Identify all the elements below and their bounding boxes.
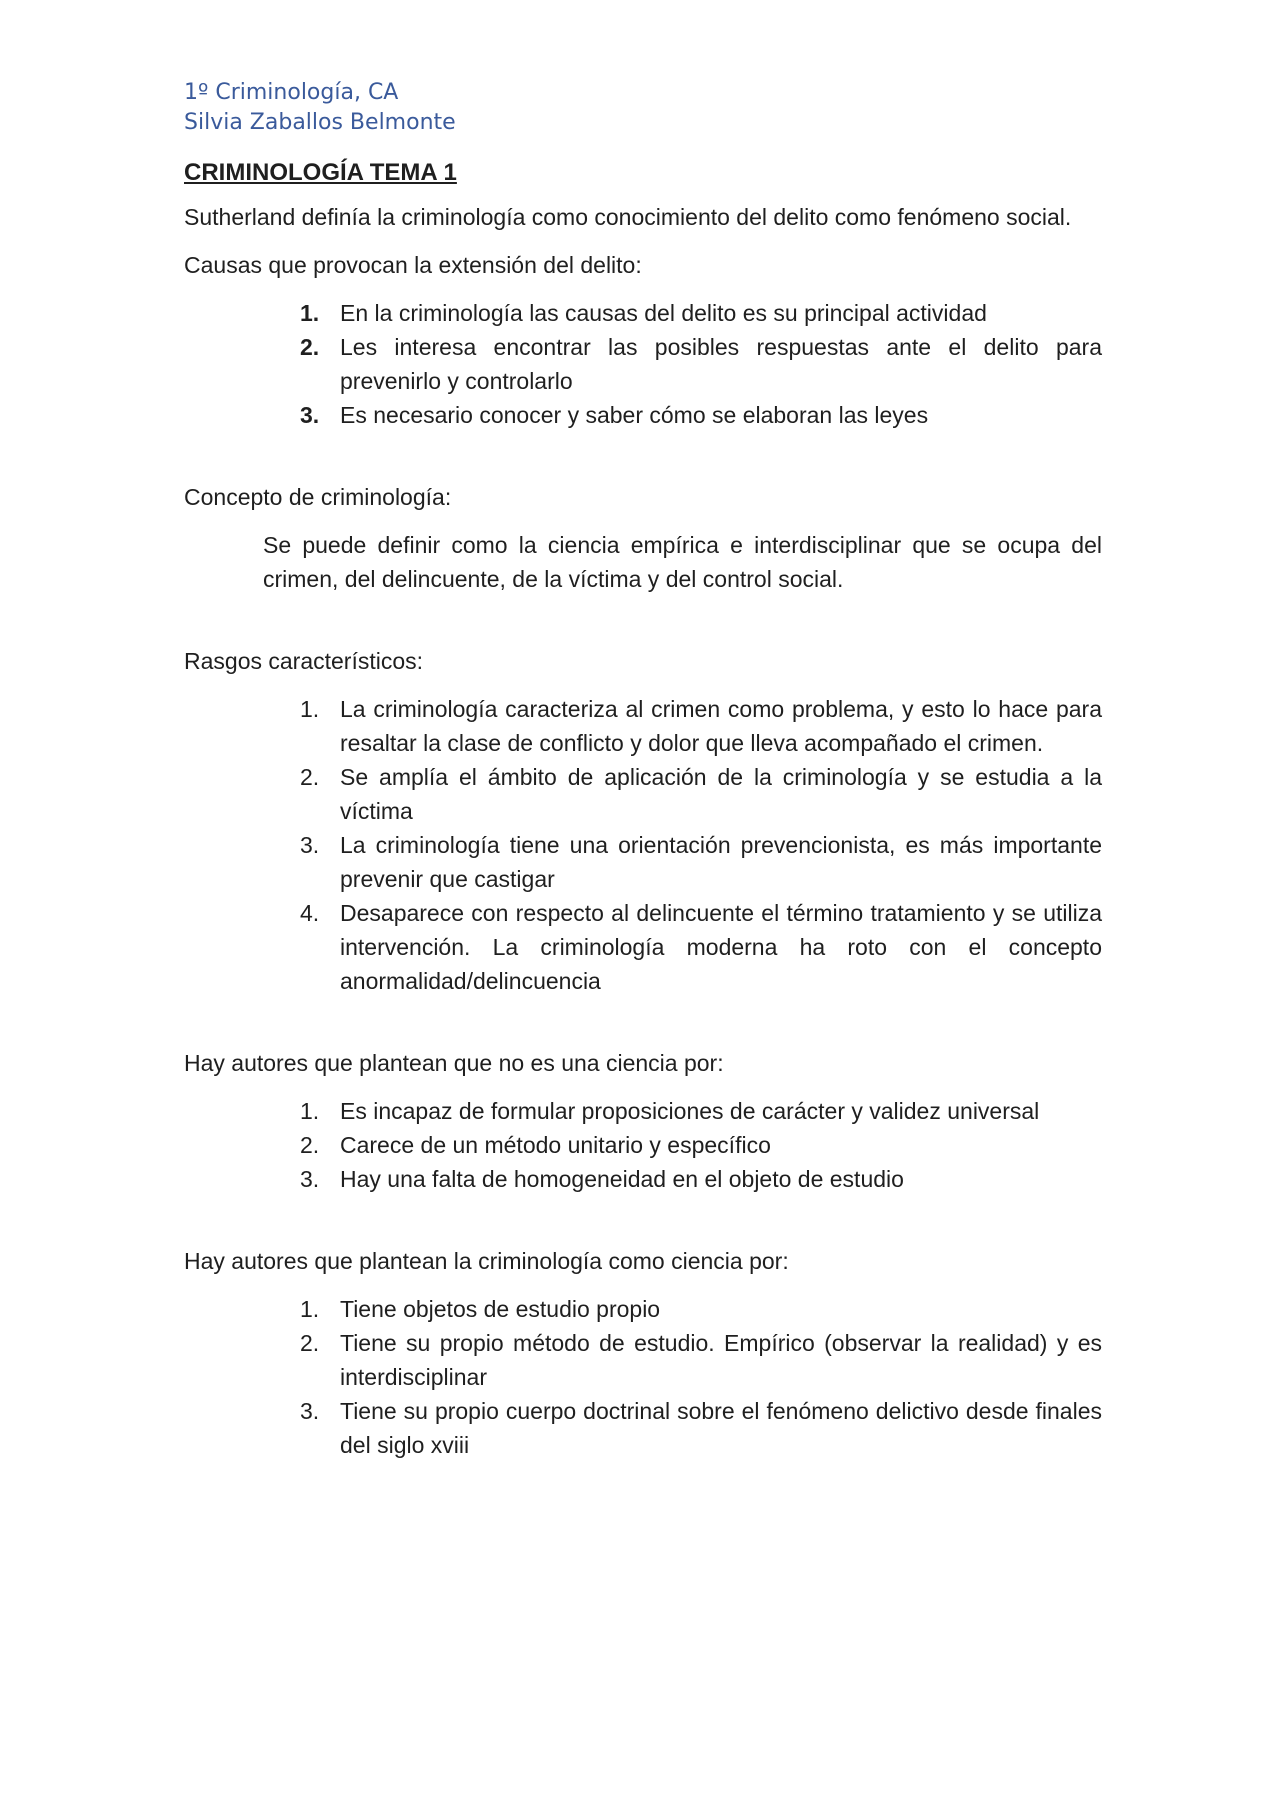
- list-number: 2.: [300, 334, 320, 360]
- list-number: 3.: [300, 1398, 320, 1424]
- list-item: [184, 1128, 1102, 1162]
- list-number: 3.: [300, 1166, 320, 1192]
- si-ciencia-heading: Hay autores que plantean la criminología como ciencia por:: [184, 1248, 789, 1274]
- list-text: Tiene su propio cuerpo doctrinal sobre el fenómeno delictivo desde finales del siglo xviii: [340, 1398, 1102, 1458]
- list-number: 3.: [300, 402, 320, 428]
- list-item: [184, 828, 1102, 896]
- list-item: [184, 760, 1102, 828]
- list-number: 1.: [300, 300, 320, 326]
- list-text: La criminología tiene una orientación prevencionista, es más importante prevenir que castigar: [340, 832, 1102, 892]
- list-item: [184, 692, 1102, 760]
- list-number: 2.: [300, 764, 320, 790]
- rasgos-list: [184, 692, 1102, 998]
- list-text: En la criminología las causas del delito es su principal actividad: [340, 300, 987, 326]
- list-text: Tiene objetos de estudio propio: [340, 1296, 661, 1322]
- document-title: CRIMINOLOGÍA TEMA 1: [184, 159, 457, 186]
- header-course: 1º Criminología, CA: [184, 80, 399, 105]
- list-item: [184, 1326, 1102, 1394]
- list-text: Se amplía el ámbito de aplicación de la criminología y se estudia a la víctima: [340, 764, 1102, 824]
- list-number: 2.: [300, 1330, 320, 1356]
- list-text: Hay una falta de homogeneidad en el objeto de estudio: [340, 1166, 904, 1192]
- list-text: Tiene su propio método de estudio. Empírico (observar la realidad) y es interdisciplinar: [340, 1330, 1102, 1390]
- header-author: Silvia Zaballos Belmonte: [184, 110, 456, 135]
- list-item: [184, 330, 1102, 398]
- intro-paragraph: Sutherland definía la criminología como conocimiento del delito como fenómeno social.: [184, 204, 1072, 230]
- list-item: [184, 1292, 1102, 1326]
- rasgos-heading: Rasgos característicos:: [184, 648, 424, 674]
- list-item: [184, 896, 1102, 998]
- no-ciencia-heading: Hay autores que plantean que no es una ciencia por:: [184, 1050, 724, 1076]
- list-text: Es necesario conocer y saber cómo se elaboran las leyes: [340, 402, 929, 428]
- list-number: 2.: [300, 1132, 320, 1158]
- list-item: [184, 1162, 1102, 1196]
- list-number: 1.: [300, 696, 320, 722]
- list-text: Desaparece con respecto al delincuente el término tratamiento y se utiliza intervención. La criminología moderna ha roto con el concepto anormalidad/delincuencia: [340, 900, 1102, 994]
- causas-heading: Causas que provocan la extensión del delito:: [184, 252, 642, 278]
- list-item: [184, 1394, 1102, 1462]
- list-number: 4.: [300, 900, 320, 926]
- list-item: [184, 296, 1102, 330]
- no-ciencia-list: [184, 1094, 1102, 1196]
- concepto-paragraph: Se puede definir como la ciencia empírica e interdisciplinar que se ocupa del crimen, del delincuente, de la víctima y del control social.: [263, 532, 1102, 592]
- list-text: Les interesa encontrar las posibles respuestas ante el delito para prevenirlo y controlarlo: [340, 334, 1102, 394]
- list-item: [184, 1094, 1102, 1128]
- list-text: Es incapaz de formular proposiciones de carácter y validez universal: [340, 1098, 1040, 1124]
- si-ciencia-list: [184, 1292, 1102, 1462]
- list-number: 3.: [300, 832, 320, 858]
- list-number: 1.: [300, 1098, 320, 1124]
- list-text: La criminología caracteriza al crimen como problema, y esto lo hace para resaltar la clase de conflicto y dolor que lleva acompañado el crimen.: [340, 696, 1102, 756]
- list-item: [184, 398, 1102, 432]
- list-number: 1.: [300, 1296, 320, 1322]
- document-page: [184, 78, 1102, 1462]
- causas-list: [184, 296, 1102, 432]
- concepto-heading: Concepto de criminología:: [184, 484, 452, 510]
- list-text: Carece de un método unitario y específico: [340, 1132, 771, 1158]
